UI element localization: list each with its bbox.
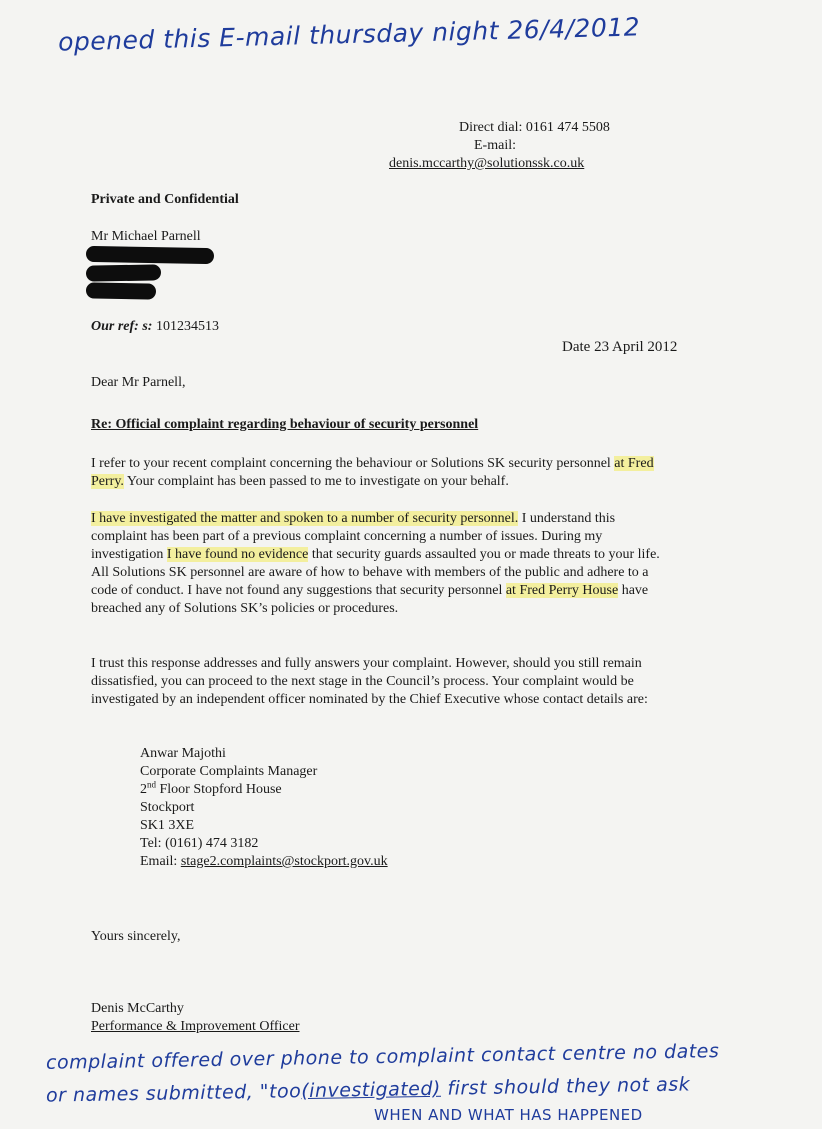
p2-text-l5a: code of conduct. I have not found any suggestions that security personnel [91, 583, 506, 598]
redacted-address-line-1 [86, 246, 214, 264]
bottom-note-2-word: (investigated) [301, 1077, 442, 1103]
sender-email-link[interactable]: denis.mccarthy@solutionssk.co.uk [389, 156, 585, 171]
redacted-address-line-3 [86, 282, 156, 299]
paragraph-2-line-5 [91, 582, 648, 600]
p1-highlight-2: Perry. [91, 474, 124, 489]
contact-email [140, 853, 388, 871]
p2-highlight-3: at Fred Perry House [505, 583, 619, 598]
paragraph-2-line-3 [91, 546, 660, 564]
contact-email-label: Email: [140, 854, 181, 869]
signer-title: Performance & Improvement Officer [91, 1019, 300, 1034]
subject-line: Re: Official complaint regarding behaviour of security personnel [91, 417, 479, 432]
p2-text-l3b: that security guards assaulted you or made threats to your life. [308, 547, 660, 562]
paragraph-3-line-1: I trust this response addresses and fully answers your complaint. However, should you still remain [91, 656, 642, 671]
contact-title: Corporate Complaints Manager [140, 764, 318, 779]
paragraph-3-line-2: dissatisfied, you can proceed to the next stage in the Council’s process. Your complaint would be [91, 674, 634, 689]
p2-text-l5b: have [618, 583, 649, 598]
letter-date: Date 23 April 2012 [562, 339, 678, 355]
bottom-note-2-suffix: first should they not ask [440, 1073, 691, 1100]
private-confidential-heading: Private and Confidential [91, 192, 239, 207]
p1-highlight-1: at Fred [614, 456, 654, 471]
paragraph-1-line-2 [91, 473, 509, 491]
direct-dial: Direct dial: 0161 474 5508 [459, 120, 610, 135]
handwritten-note-bottom-3: WHEN AND WHAT HAS HAPPENED [374, 1106, 643, 1124]
floor-rest: Floor Stopford House [156, 782, 282, 797]
email-label: E-mail: [474, 138, 516, 153]
p2-highlight-1: I have investigated the matter and spoken to a number of security personnel. [91, 511, 519, 526]
salutation: Dear Mr Parnell, [91, 375, 186, 390]
ref-value: 101234513 [152, 319, 219, 334]
signer-name: Denis McCarthy [91, 1001, 184, 1016]
redacted-address-line-2 [86, 264, 161, 281]
paragraph-2-line-6: breached any of Solutions SK’s policies or procedures. [91, 601, 399, 616]
contact-email-link[interactable]: stage2.complaints@stockport.gov.uk [180, 854, 388, 869]
contact-town: Stockport [140, 800, 195, 815]
paragraph-2-line-1 [91, 510, 615, 528]
p2-text-a: I understand this [518, 511, 616, 526]
contact-postcode: SK1 3XE [140, 818, 195, 833]
handwritten-note-bottom-2 [46, 1073, 691, 1106]
paragraph-3-line-3: investigated by an independent officer nominated by the Chief Executive whose contact details are: [91, 692, 648, 707]
bottom-note-2-prefix: or names submitted, "too [45, 1080, 302, 1107]
handwritten-note-top: opened this E-mail thursday night 26/4/2012 [57, 12, 641, 57]
recipient-name: Mr Michael Parnell [91, 229, 201, 244]
contact-tel: Tel: (0161) 474 3182 [140, 836, 259, 851]
our-reference [91, 318, 219, 336]
paragraph-2-line-4: All Solutions SK personnel are aware of how to behave with members of the public and adhere to a [91, 565, 649, 580]
paragraph-2-line-2: complaint has been part of a previous complaint concerning a number of issues. During my [91, 529, 603, 544]
closing: Yours sincerely, [91, 929, 181, 944]
floor-number: 2 [140, 782, 147, 797]
p2-text-l3a: investigation [91, 547, 167, 562]
contact-floor [140, 781, 282, 799]
p1-text-a: I refer to your recent complaint concerning the behaviour or Solutions SK security personnel [91, 456, 615, 471]
paragraph-1-line-1 [91, 455, 654, 473]
handwritten-note-bottom-1: complaint offered over phone to complaint contact centre no dates [45, 1040, 720, 1074]
p1-text-b: Your complaint has been passed to me to investigate on your behalf. [123, 474, 509, 489]
ref-label: Our ref: s: [91, 319, 153, 334]
floor-suffix: nd [147, 779, 156, 790]
p2-highlight-2: I have found no evidence [166, 547, 309, 562]
contact-name: Anwar Majothi [140, 746, 226, 761]
